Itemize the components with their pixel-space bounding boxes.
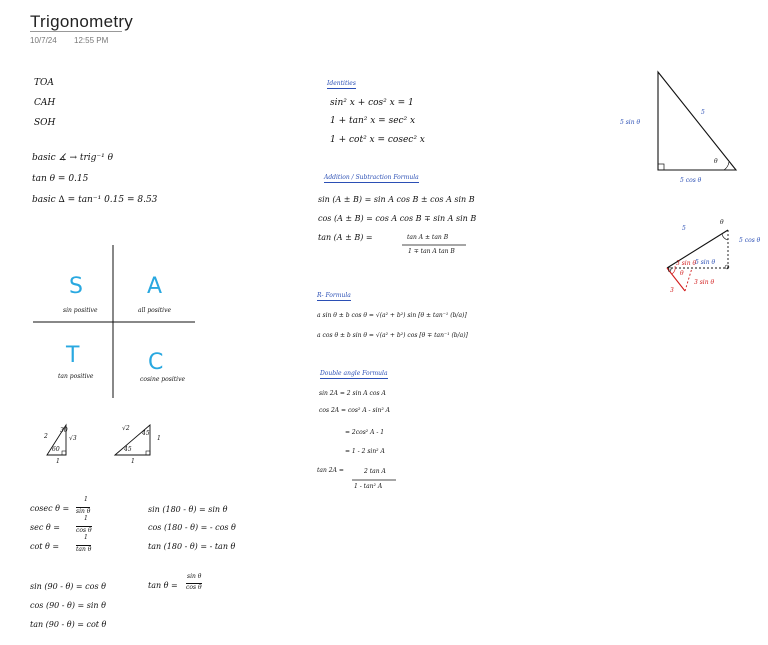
cosec-den: sin θ (76, 508, 91, 515)
double-tan-den: 1 - tan² A (354, 483, 383, 490)
t2-bottom-angle: 45 (124, 446, 132, 453)
sec-num: 1 (84, 515, 88, 522)
addition-tan-lhs: tan (A ± B) = (318, 233, 373, 242)
quadrant-c-letter: C (148, 350, 164, 375)
double-cos: cos 2A = cos² A - sin² A (319, 407, 390, 414)
t1-hyp: 2 (44, 433, 48, 440)
cosec-num: 1 (84, 496, 88, 503)
mnemonic-cah: CAH (34, 98, 56, 108)
double-cos-alt2: = 1 - 2 sin² A (345, 448, 385, 455)
identity-2: 1 + tan² x = sec² x (330, 116, 416, 126)
r-formula-1: a sin θ ± b cos θ = √(a² + b²) sin [θ ± tan⁻¹ (b/a)] (317, 312, 467, 319)
page-time: 12:55 PM (74, 36, 109, 45)
page-title: Trigonometry (30, 12, 134, 31)
r-formula-2: a cos θ ± b sin θ = √(a² + b²) cos [θ ∓ tan⁻¹ (b/a)] (317, 332, 468, 339)
quadrant-s-label: sin positive (63, 307, 98, 314)
sec-den: cos θ (76, 527, 92, 534)
double-tan-lhs: tan 2A = (317, 467, 344, 474)
supp-cos: cos (180 - θ) = - cos θ (148, 523, 236, 532)
r-formula-heading: R- Formula (317, 292, 351, 299)
basics-line-3: basic ∆ = tan⁻¹ 0.15 = 8.53 (32, 195, 158, 205)
t2-hyp: √2 (122, 425, 130, 432)
addition-sin: sin (A ± B) = sin A cos B ± cos A sin B (318, 195, 475, 204)
comp-cos: cos (90 - θ) = sin θ (30, 601, 106, 610)
double-cos-alt1: = 2cos² A - 1 (345, 429, 385, 436)
quadrant-t-label: tan positive (58, 373, 94, 380)
quadrant-a-letter: A (147, 274, 163, 299)
rot-side-3: 3 (670, 287, 674, 294)
comp-sin: sin (90 - θ) = cos θ (30, 582, 106, 591)
mnemonic-soh: SOH (34, 118, 56, 128)
tan-def-num: sin θ (187, 573, 202, 580)
t1-top-angle: 30 (60, 427, 68, 434)
comp-tan: tan (90 - θ) = cot θ (30, 620, 107, 629)
tan-def-lhs: tan θ = (148, 581, 178, 590)
basics-line-2: tan θ = 0.15 (32, 174, 89, 184)
tan-def-den: cos θ (186, 584, 202, 591)
cot-lhs: cot θ = (30, 542, 60, 551)
t2-opp: 1 (157, 435, 161, 442)
supp-sin: sin (180 - θ) = sin θ (148, 505, 228, 514)
t1-adj: 1 (56, 458, 60, 465)
quadrant-c-label: cosine positive (140, 376, 186, 383)
right-triangle (658, 72, 736, 170)
cot-den: tan θ (76, 546, 92, 553)
cot-num: 1 (84, 534, 88, 541)
identities-heading: Identities (327, 80, 356, 87)
rot-angle-left: θ (668, 267, 672, 274)
rot-angle-top: θ (720, 219, 724, 226)
t2-adj: 1 (131, 458, 135, 465)
addition-tan-num: tan A ± tan B (407, 234, 449, 241)
right-tri-base: 5 cos θ (680, 177, 702, 184)
cosec-lhs: cosec θ = (30, 504, 70, 513)
quadrant-s-letter: S (69, 274, 83, 299)
addition-heading: Addition / Subtraction Formula (324, 174, 419, 181)
double-sin: sin 2A = 2 sin A cos A (319, 390, 386, 397)
t2-top-angle: 45 (142, 430, 150, 437)
addition-cos: cos (A ± B) = cos A cos B ∓ sin A sin B (318, 214, 477, 223)
right-tri-hyp: 5 (701, 109, 705, 116)
addition-tan-den: 1 ∓ tan A tan B (408, 248, 455, 255)
quadrant-t-letter: T (66, 343, 80, 368)
rot-small-theta: θ (680, 270, 684, 277)
rot-label-2: 5 sin θ (695, 259, 716, 266)
rot-vertical: 5 cos θ (739, 237, 761, 244)
mnemonic-toa: TOA (34, 78, 54, 88)
quadrant-a-label: all positive (138, 307, 172, 314)
t1-bottom-angle: 60 (52, 446, 60, 453)
identity-1: sin² x + cos² x = 1 (330, 98, 414, 108)
t1-opp: √3 (69, 435, 77, 442)
double-angle-heading: Double angle Formula (320, 370, 388, 377)
sec-lhs: sec θ = (30, 523, 60, 532)
identity-3: 1 + cot² x = cosec² x (330, 135, 425, 145)
supp-tan: tan (180 - θ) = - tan θ (148, 542, 236, 551)
right-tri-vertical: 5 sin θ (620, 119, 641, 126)
double-tan-num: 2 tan A (364, 468, 386, 475)
right-tri-angle: θ (714, 158, 718, 165)
page-date: 10/7/24 (30, 36, 57, 45)
rot-red-label-1: 3 sin θ (676, 260, 697, 267)
rot-red-label-3: 3 sin θ (694, 279, 715, 286)
basics-line-1: basic ∡ → trig⁻¹ θ (32, 153, 114, 163)
rot-hyp: 5 (682, 225, 686, 232)
